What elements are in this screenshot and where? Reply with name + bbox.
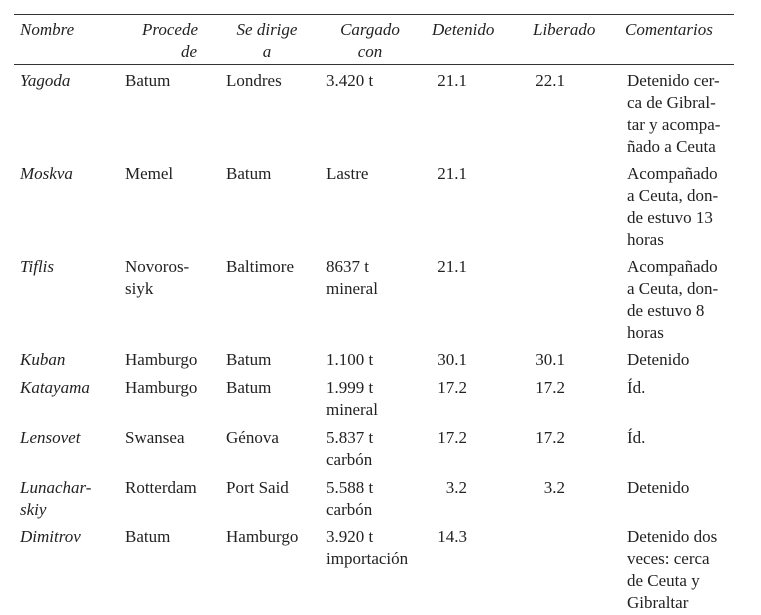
cell-comentarios: Acompañado a Ceuta, don- de estuvo 8 horas bbox=[627, 257, 719, 342]
table-header-rule bbox=[14, 64, 734, 65]
cell-procede: Batum bbox=[125, 527, 171, 546]
cell-detenido: 21.1 bbox=[437, 71, 467, 90]
cell-procede: Hamburgo bbox=[125, 378, 198, 397]
cell-detenido: 21.1 bbox=[437, 257, 467, 276]
cell-nombre: Yagoda bbox=[20, 71, 71, 90]
cell-liberado: 30.1 bbox=[535, 350, 565, 369]
cell-liberado: 22.1 bbox=[535, 71, 565, 90]
cell-comentarios: Detenido cer- ca de Gibral- tar y acompa- ñado a Ceuta bbox=[627, 71, 721, 156]
cell-se-dirige: Batum bbox=[226, 350, 272, 369]
cell-detenido: 14.3 bbox=[437, 527, 467, 546]
cell-se-dirige: Baltimore bbox=[226, 257, 294, 276]
cell-se-dirige: Batum bbox=[226, 164, 272, 183]
cell-liberado: 17.2 bbox=[535, 428, 565, 447]
cell-detenido: 30.1 bbox=[437, 350, 467, 369]
cell-procede: Hamburgo bbox=[125, 350, 198, 369]
cell-comentarios: Detenido bbox=[627, 478, 690, 497]
header-nombre: Nombre bbox=[20, 20, 75, 39]
table-top-rule bbox=[14, 14, 734, 15]
cell-comentarios: Detenido dos veces: cerca de Ceuta y Gibraltar bbox=[627, 527, 718, 612]
cell-liberado: 17.2 bbox=[535, 378, 565, 397]
cell-cargado: 5.837 t carbón bbox=[326, 428, 374, 469]
cell-procede: Swansea bbox=[125, 428, 185, 447]
cell-nombre: Kuban bbox=[20, 350, 66, 369]
cell-se-dirige: Batum bbox=[226, 378, 272, 397]
cell-comentarios: Íd. bbox=[627, 378, 646, 397]
cell-cargado: 1.100 t bbox=[326, 350, 374, 369]
cell-procede: Novoros- siyk bbox=[125, 257, 190, 298]
header-procede: Procede de bbox=[141, 20, 198, 61]
cell-comentarios: Íd. bbox=[627, 428, 646, 447]
cell-cargado: 8637 t mineral bbox=[326, 257, 378, 298]
cell-detenido: 17.2 bbox=[437, 428, 467, 447]
cell-cargado: 3.920 t importación bbox=[326, 527, 409, 568]
cell-procede: Batum bbox=[125, 71, 171, 90]
cell-procede: Rotterdam bbox=[125, 478, 197, 497]
cell-nombre: Moskva bbox=[20, 164, 73, 183]
cell-detenido: 17.2 bbox=[437, 378, 467, 397]
cell-se-dirige: Génova bbox=[226, 428, 279, 447]
cell-se-dirige: Hamburgo bbox=[226, 527, 299, 546]
cell-detenido: 3.2 bbox=[445, 478, 467, 497]
cell-se-dirige: Londres bbox=[226, 71, 282, 90]
header-detenido: Detenido bbox=[432, 20, 495, 39]
cell-cargado: 1.999 t mineral bbox=[326, 378, 378, 419]
header-cargado: Cargado con bbox=[340, 20, 400, 61]
cell-cargado: 5.588 t carbón bbox=[326, 478, 374, 519]
cell-cargado: Lastre bbox=[326, 164, 369, 183]
cell-nombre: Lunachar- skiy bbox=[20, 478, 92, 519]
cell-nombre: Lensovet bbox=[20, 428, 81, 447]
cell-se-dirige: Port Said bbox=[226, 478, 289, 497]
cell-nombre: Tiflis bbox=[20, 257, 55, 276]
cell-nombre: Dimitrov bbox=[20, 527, 81, 546]
cell-liberado: 3.2 bbox=[543, 478, 565, 497]
header-comentarios: Comentarios bbox=[625, 20, 713, 39]
cell-comentarios: Detenido bbox=[627, 350, 690, 369]
cell-detenido: 21.1 bbox=[437, 164, 467, 183]
header-se-dirige: Se dirige a bbox=[236, 20, 298, 61]
cell-procede: Memel bbox=[125, 164, 174, 183]
cell-nombre: Katayama bbox=[20, 378, 90, 397]
header-liberado: Liberado bbox=[533, 20, 596, 39]
cell-comentarios: Acompañado a Ceuta, don- de estuvo 13 horas bbox=[627, 164, 719, 249]
cell-cargado: 3.420 t bbox=[326, 71, 374, 90]
